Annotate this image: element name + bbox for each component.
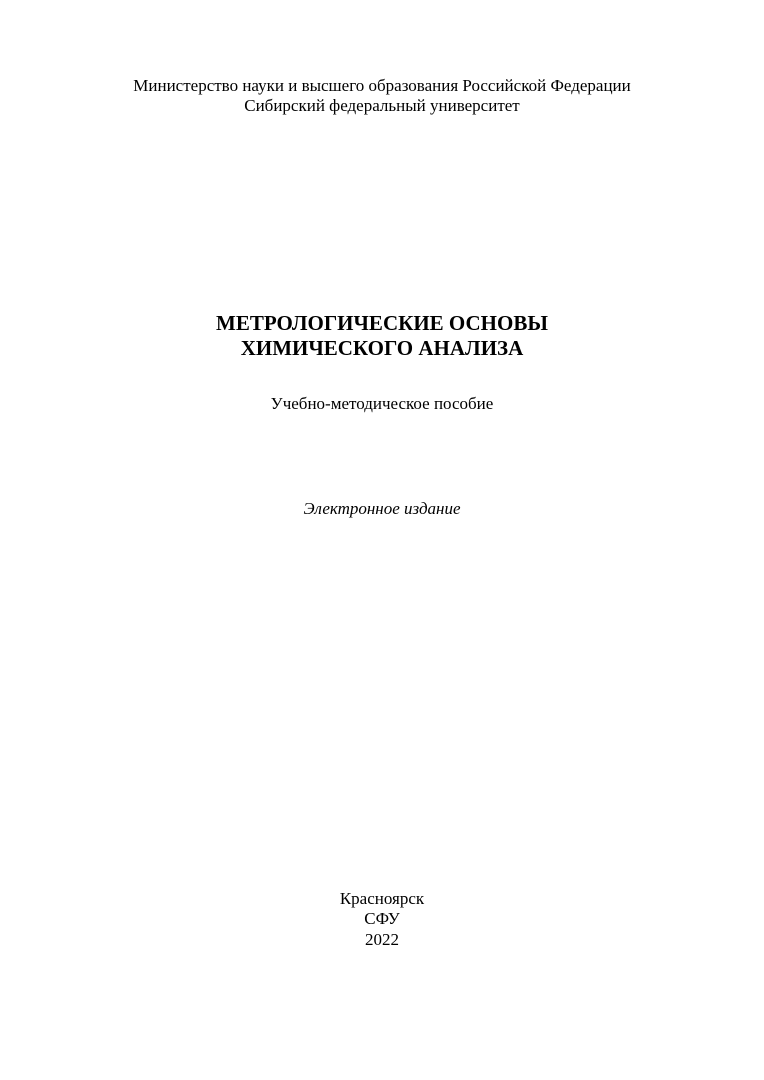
imprint-city: Красноярск (339, 889, 425, 908)
university-name: Сибирский федеральный университет (244, 96, 520, 115)
publication-type: Учебно-методическое пособие (270, 394, 494, 413)
title-line-2: ХИМИЧЕСКОГО АНАЛИЗА (240, 336, 524, 360)
edition-label: Электронное издание (303, 499, 461, 518)
title-line-1: МЕТРОЛОГИЧЕСКИЕ ОСНОВЫ (216, 311, 548, 335)
imprint-publisher: СФУ (364, 909, 400, 928)
ministry-name: Министерство науки и высшего образования Российской Федерации (133, 76, 631, 95)
imprint-year: 2022 (365, 930, 399, 949)
